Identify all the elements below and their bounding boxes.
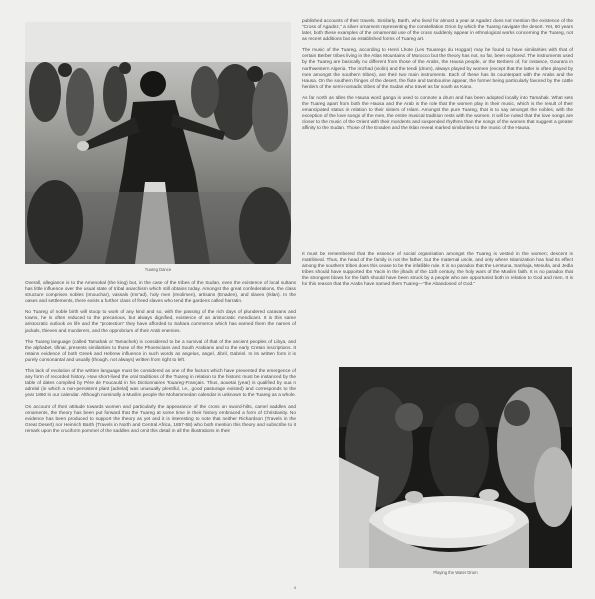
paragraph: No Tuareg of noble birth will stoop to work of any kind and so, with the passing of the rich days of plundered caravans and towns, he is often reduced to the precarious, but always dignified, existence of an aristocratic mendicant. It is this same aristocratic outlook on life and the "protection" they have afforded to Sahara commerce which has earned them the names of jackals, thieves and murderers, and the opprobrium of their Arab enemies. xyxy=(25,310,296,334)
tuareg-dance-image xyxy=(25,22,291,264)
paragraph: published accounts of their travels. Similarly, Barth, who lived for almost a year at Agadez does not mention the existence of the "Cross of Agadez," a silver ornament representing the constellation Orion by which the Tuareg navigate the desert. Yet, 60 years later, both these examples of the ornamental use of the cross suddenly appear in ethnological works concerning the Tuareg, not as recent additions but as established forms of Tuareg art. xyxy=(302,19,573,43)
paragraph: As far north as Idles the Hausa word ganga is used to connote a drum and has been adopted locally into Tamahak. What sets the Tuareg apart from both the Hausa and the Arab is the role that the women play in their music, which is the result of their emancipated status in relation to their sisters of Islam. Amongst the pure Tuareg, that is to say amongst the nobles, with the exception of the love songs of the men, the entire musical tradition rests with the women. It will be noted that the love songs are closer to the music of the Orient with their mordents and suspended rhythms than the songs of the women that suggest a greater affinity to the Sudan. Those of the Enaden and the Iklan reveal marked similarities to the music of the Hausa. xyxy=(302,95,573,132)
water-drum-photo xyxy=(339,367,572,568)
paragraph: The music of the Tuareg, according to Henri Lhote (Les Touaregs du Hoggar) may be found to have similarities with that of certain Berber tribes living in the Atlas Mountains of Morocco but the theory has not, so far, been explored. The instruments used by the Tuareg are basically no different from those of the Arabs, the Hausa people, or the Berbers of, for instance, Gourara in northwestern Algeria. The imzhad (violin) and the tendi (drum), always played by women (except that the latter is often played by men amongst the southern tribes), are their two main instruments. Each of these has its counterpart with the Arabs and the Hausa. On the southern fringes of the desert, the flute and tambourine appear, the former being particularly favored by the cattle herders of the semi-nomadic tribes of the Sudan who travel as far south as Kano. xyxy=(302,48,573,90)
water-drum-caption: Playing the Water Drum xyxy=(433,570,478,575)
page-number: 8 xyxy=(294,585,297,590)
paragraph: It must be remembered that the essence of social organisation amongst the Tuareg is vested in the women; descent is matrilineal. Thus, the head of the family is not the father, but the maternal uncle, and only where Islamization has had its effect among the southern tribes does this cease to be the infallible rule. It is no paradox that the Lemtuna, Sanhaja, Mesufa, and Jedla tribes should have supported Ibn Yacin in the jihads of the 11th century, the holy wars of the Muslim faith. It is no paradox that the strongest blows for the faith should have been struck by a people who are opportunist both in relation to God and men. It is for this reason that the Arabs have named them Tuareg—"the Abandoned of God." xyxy=(302,252,573,288)
paragraph: The Tuareg language (called Tamahak or Tamachek) is considered to be a survival of that of the ancient peoples of Libya, and the alphabet, tifinar, presents similarities to those of the Phoenicians and South Arabians and to the early Cretan inscriptions. It retains evidence of both Greek and Hebrew influence in such words as angelus, angel, Jibril, Gabriel. In its written form it is purely consonantal and usually (though, not always) written from right to left. xyxy=(25,339,296,363)
tuareg-dance-caption: Tuareg Dance xyxy=(144,267,172,272)
paragraph: On account of their attitude towards women and particularly the appearance of the cross on sword-hilts, camel saddles and ornaments, the theory has been put forward that the Tuareg at some time in their history embraced a form of Christianity. No evidence has been produced to support the theory as yet and it is interesting to note that neither Richardson (Travels in the Great Desert) nor Heinrich Barth (Travels in North and Central Africa, 1857-58) who both mention this theory and subscribe to it remark upon the cruciform pommel of the saddles and omit this detail in all the illustrations in their xyxy=(25,404,296,434)
right-text-column-top xyxy=(302,19,573,137)
water-drum-image xyxy=(339,367,572,568)
left-text-column xyxy=(25,281,296,440)
paragraph: This lack of evolution of the written language must be considered as one of the factors which have prevented the emergence of any form of recorded history. How short-lived the oral traditions of the Tuareg in relation to the historic must be instanced by the table of dates compiled by Père de Foucauld in his Dictionnaires Touareg-Français. Thus, aouetai (year) is qualified by oua n adrelal (in which a non-persistent plant [adrelal] was unusually plentiful, i.e., good pasturage existed) and corresponds to the year 1860 in our calendar. Although nominally a Muslim people the Mohammedan calendar is unknown to the Tuareg as a whole. xyxy=(25,369,296,399)
right-text-column-bottom xyxy=(302,252,573,293)
tuareg-dance-photo xyxy=(25,22,291,264)
paragraph: Overall, allegiance is to the Amenokal (the king) but, in the case of the tribes of the Sudan, even the existence of local sultans has little influence over the usual state of tribal anarchism which still obtains today. Amongst the great confederations, the class structure comprises nobles (Imouchar), vassals (Imr'ad), holy men (Imolimen), artisans (Enaden), and slaves (Iklan). In the oases and settlements, there exists a further class of freed slaves who tend the gardens called harratin. xyxy=(25,281,296,305)
